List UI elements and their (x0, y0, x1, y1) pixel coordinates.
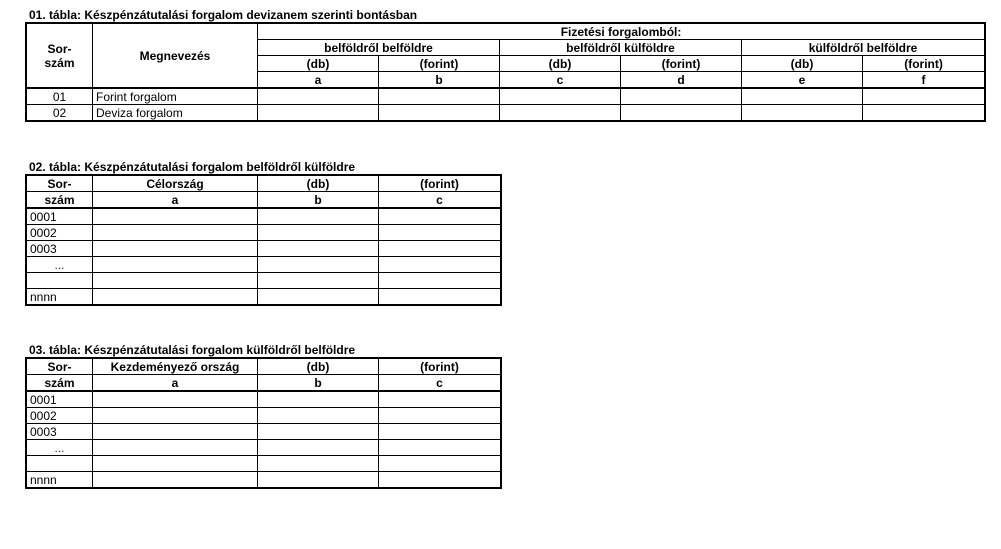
row-number: 0001 (27, 391, 93, 408)
unit-header: (forint) (621, 56, 742, 72)
data-cell[interactable] (500, 105, 621, 121)
table-row (27, 257, 501, 273)
col-sorszam-header: Sor- szám (27, 24, 93, 89)
table-row (27, 105, 985, 121)
table-row (27, 424, 501, 440)
row-number (27, 273, 93, 289)
letter-header: f (863, 72, 985, 89)
unit-header: (forint) (379, 56, 500, 72)
table-row (27, 208, 501, 225)
data-cell[interactable] (258, 391, 379, 408)
table-row (27, 225, 501, 241)
data-cell[interactable] (258, 257, 379, 273)
data-cell[interactable] (379, 391, 501, 408)
data-cell[interactable] (500, 88, 621, 105)
data-cell[interactable] (742, 88, 863, 105)
data-cell[interactable] (93, 391, 258, 408)
data-cell[interactable] (258, 208, 379, 225)
data-cell[interactable] (258, 225, 379, 241)
unit-header: (db) (500, 56, 621, 72)
unit-header: (db) (258, 56, 379, 72)
table2-title: 02. tábla: Készpénzátutalási forgalom belföldről külföldre (29, 160, 356, 174)
table-row (27, 88, 985, 105)
row-number: nnnn (27, 472, 93, 488)
table3-title: 03. tábla: Készpénzátutalási forgalom külföldről belföldre (29, 343, 356, 357)
col-header: (forint) (379, 176, 501, 192)
data-cell[interactable] (379, 225, 501, 241)
subgroup-header: külföldről belföldre (742, 40, 985, 56)
data-cell[interactable] (379, 241, 501, 257)
row-name: Forint forgalom (93, 88, 258, 105)
row-number: 0002 (27, 408, 93, 424)
letter-header: a (93, 375, 258, 392)
table-row (27, 456, 501, 472)
row-number: 0002 (27, 225, 93, 241)
row-number: 01 (27, 88, 93, 105)
data-cell[interactable] (621, 105, 742, 121)
col-header: (db) (258, 176, 379, 192)
letter-header: b (258, 375, 379, 392)
col-sorszam-header: szám (27, 375, 93, 392)
letter-header: b (379, 72, 500, 89)
data-cell[interactable] (258, 241, 379, 257)
row-number: 02 (27, 105, 93, 121)
table1 (26, 23, 985, 121)
row-number: ... (27, 440, 93, 456)
col-sorszam-header: szám (27, 192, 93, 209)
data-cell[interactable] (742, 105, 863, 121)
subgroup-header: belföldről belföldre (258, 40, 500, 56)
data-cell[interactable] (863, 88, 985, 105)
subgroup-header: belföldről külföldre (500, 40, 742, 56)
letter-header: e (742, 72, 863, 89)
data-cell[interactable] (258, 472, 379, 488)
row-number: 0003 (27, 424, 93, 440)
group-header: Fizetési forgalomból: (258, 24, 985, 40)
table-row (27, 391, 501, 408)
data-cell[interactable] (258, 289, 379, 305)
data-cell[interactable] (379, 408, 501, 424)
row-number: 0001 (27, 208, 93, 225)
data-cell[interactable] (258, 440, 379, 456)
data-cell[interactable] (93, 456, 258, 472)
data-cell[interactable] (379, 273, 501, 289)
table3 (26, 358, 501, 488)
table-row (27, 289, 501, 305)
letter-header: a (93, 192, 258, 209)
col-header: Célország (93, 176, 258, 192)
data-cell[interactable] (93, 408, 258, 424)
data-cell[interactable] (93, 273, 258, 289)
col-header: (forint) (379, 359, 501, 375)
data-cell[interactable] (379, 257, 501, 273)
row-number: ... (27, 257, 93, 273)
data-cell[interactable] (93, 225, 258, 241)
data-cell[interactable] (379, 208, 501, 225)
data-cell[interactable] (258, 105, 379, 121)
col-header: Kezdeményező ország (93, 359, 258, 375)
letter-header: c (500, 72, 621, 89)
data-cell[interactable] (93, 208, 258, 225)
table-row (27, 241, 501, 257)
col-sorszam-header: Sor- (27, 359, 93, 375)
data-cell[interactable] (93, 440, 258, 456)
letter-header: c (379, 192, 501, 209)
letter-header: d (621, 72, 742, 89)
data-cell[interactable] (258, 424, 379, 440)
data-cell[interactable] (863, 105, 985, 121)
row-number: nnnn (27, 289, 93, 305)
data-cell[interactable] (93, 472, 258, 488)
table1-title: 01. tábla: Készpénzátutalási forgalom devizanem szerinti bontásban (29, 8, 418, 22)
data-cell[interactable] (258, 273, 379, 289)
unit-header: (db) (742, 56, 863, 72)
data-cell[interactable] (379, 456, 501, 472)
table-row (27, 440, 501, 456)
data-cell[interactable] (258, 408, 379, 424)
letter-header: c (379, 375, 501, 392)
data-cell[interactable] (379, 105, 500, 121)
data-cell[interactable] (379, 472, 501, 488)
data-cell[interactable] (379, 289, 501, 305)
col-header: (db) (258, 359, 379, 375)
data-cell[interactable] (379, 424, 501, 440)
letter-header: b (258, 192, 379, 209)
data-cell[interactable] (379, 440, 501, 456)
row-number: 0003 (27, 241, 93, 257)
table-row (27, 273, 501, 289)
col-megnevezes-header: Megnevezés (93, 24, 258, 89)
row-name: Deviza forgalom (93, 105, 258, 121)
data-cell[interactable] (93, 424, 258, 440)
table2 (26, 175, 501, 305)
data-cell[interactable] (379, 88, 500, 105)
data-cell[interactable] (258, 88, 379, 105)
letter-header: a (258, 72, 379, 89)
data-cell[interactable] (93, 257, 258, 273)
data-cell[interactable] (93, 241, 258, 257)
row-number (27, 456, 93, 472)
table-row (27, 472, 501, 488)
table-row (27, 408, 501, 424)
data-cell[interactable] (93, 289, 258, 305)
unit-header: (forint) (863, 56, 985, 72)
data-cell[interactable] (258, 456, 379, 472)
data-cell[interactable] (621, 88, 742, 105)
col-sorszam-header: Sor- (27, 176, 93, 192)
